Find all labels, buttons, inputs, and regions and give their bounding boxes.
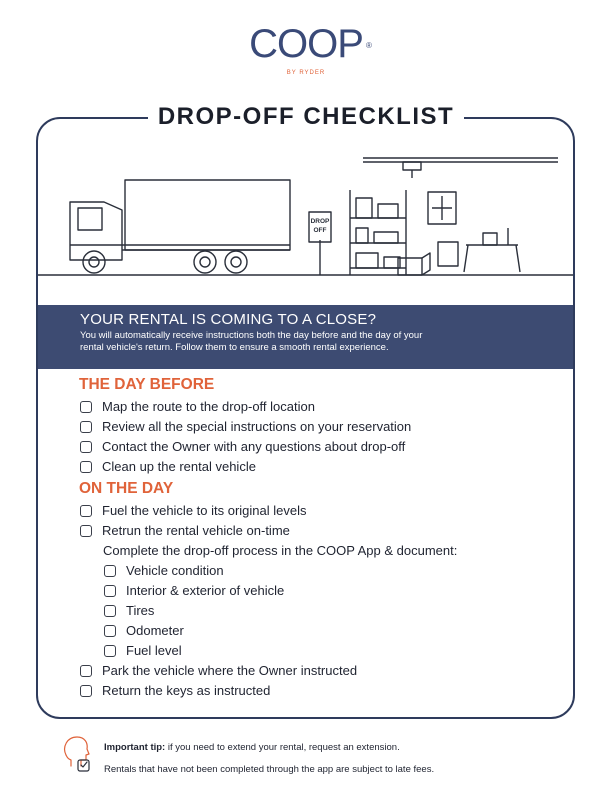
checkbox[interactable]: [104, 625, 116, 637]
title-wrap: [0, 101, 612, 133]
tip-line: [104, 742, 400, 753]
checkbox[interactable]: [80, 685, 92, 697]
checklist-item[interactable]: Review all the special instructions on your reservation: [80, 419, 411, 434]
sub-checklist-item[interactable]: Tires: [104, 603, 154, 618]
logo-wordmark: COOP ®: [249, 22, 372, 66]
checklist-item[interactable]: Map the route to the drop-off location: [80, 399, 315, 414]
tip-note: Rentals that have not been completed through the app are subject to late fees.: [104, 764, 435, 775]
checkbox[interactable]: [104, 645, 116, 657]
checklist-item[interactable]: Park the vehicle where the Owner instructed: [80, 663, 357, 678]
sub-checklist-item[interactable]: Vehicle condition: [104, 563, 224, 578]
sign-text-drop: DROP: [310, 218, 330, 225]
banner-body: You will automatically receive instructions both the day before and the day of your rental vehicle's return. Follow them to ensure a smooth rental experience.: [80, 330, 423, 353]
checklist-item[interactable]: Fuel the vehicle to its original levels: [80, 503, 307, 518]
checklist-item[interactable]: Return the keys as instructed: [80, 683, 270, 698]
checkbox[interactable]: [104, 565, 116, 577]
on-the-day-heading: ON THE DAY: [79, 480, 174, 497]
head-tip-icon: [58, 733, 98, 773]
sub-checklist-item[interactable]: Interior & exterior of vehicle: [104, 583, 284, 598]
checkbox[interactable]: [80, 665, 92, 677]
truck-window: [78, 208, 102, 230]
checkbox[interactable]: [80, 401, 92, 413]
checkbox[interactable]: [104, 585, 116, 597]
logo-tagline: BY RYDER: [286, 70, 326, 76]
truck-cargo-box: [125, 180, 290, 250]
tip-text: if you need to extend your rental, request an extension.: [165, 742, 400, 753]
info-banner: [38, 305, 573, 369]
day-before-heading: THE DAY BEFORE: [79, 376, 215, 393]
banner-heading: YOUR RENTAL IS COMING TO A CLOSE?: [80, 311, 377, 328]
checkbox[interactable]: [80, 525, 92, 537]
checkbox[interactable]: [80, 461, 92, 473]
checklist-item[interactable]: Clean up the rental vehicle: [80, 459, 256, 474]
checklist-item[interactable]: Contact the Owner with any questions about drop-off: [80, 439, 405, 454]
page-title: DROP-OFF CHECKLIST: [148, 101, 464, 133]
logo: [0, 22, 612, 76]
sub-checklist-item[interactable]: Fuel level: [104, 643, 182, 658]
sign-text-off: OFF: [313, 227, 327, 234]
checkbox[interactable]: [80, 421, 92, 433]
truck-warehouse-illustration: [38, 140, 573, 305]
process-intro: Complete the drop-off process in the COOP App & document:: [103, 543, 458, 558]
tip-label: Important tip:: [104, 742, 166, 753]
checklist-item[interactable]: Retrun the rental vehicle on-time: [80, 523, 290, 538]
checkbox[interactable]: [80, 441, 92, 453]
checkbox[interactable]: [104, 605, 116, 617]
sub-checklist-item[interactable]: Odometer: [104, 623, 184, 638]
truck-wheels: [83, 251, 247, 273]
checkbox[interactable]: [80, 505, 92, 517]
